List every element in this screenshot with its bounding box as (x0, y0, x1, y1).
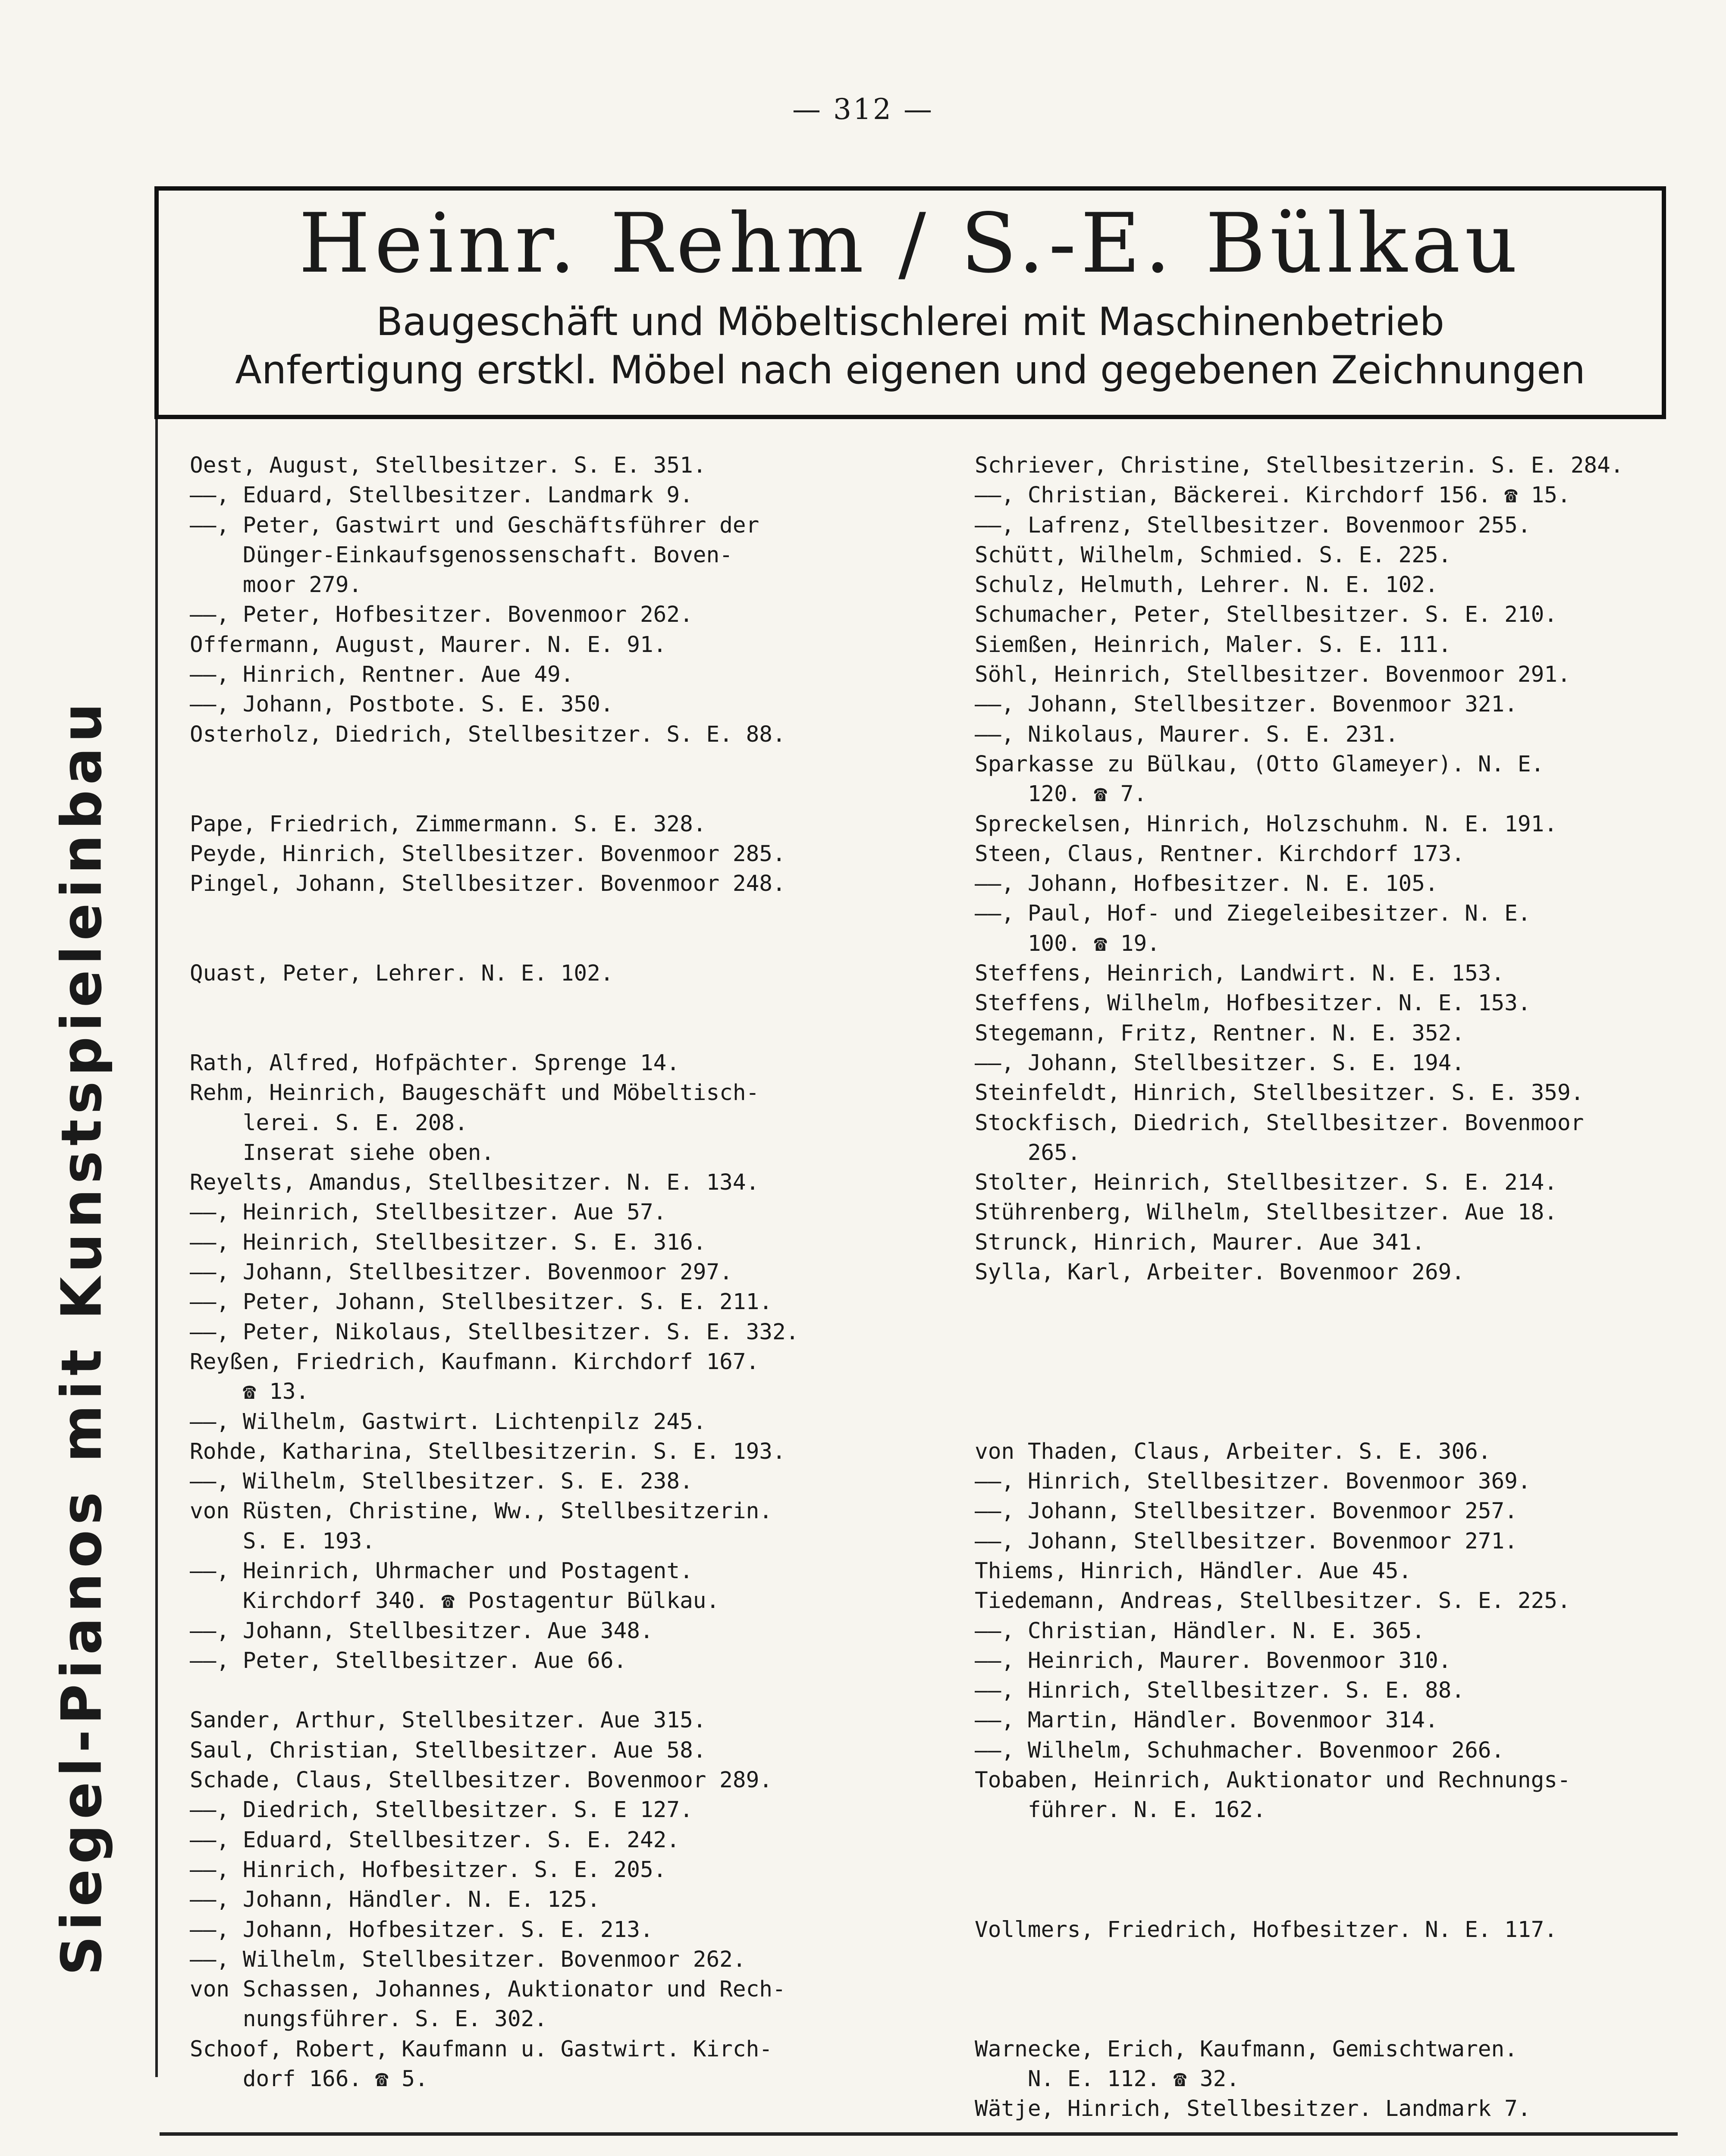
directory-entry-line: Rath, Alfred, Hofpächter. Sprenge 14. (190, 1050, 680, 1076)
spacer (975, 1825, 1656, 1855)
directory-entry-line: Osterholz, Diedrich, Stellbesitzer. S. E. 88. (190, 721, 786, 747)
directory-entry-line: Thiems, Hinrich, Händler. Aue 45. (975, 1558, 1412, 1584)
directory-entry-line: Sylla, Karl, Arbeiter. Bovenmoor 269. (975, 1260, 1465, 1285)
directory-entry-line: Pape, Friedrich, Zimmermann. S. E. 328. (190, 811, 706, 837)
directory-entry-line: Schriever, Christine, Stellbesitzerin. S. E. 284. (975, 453, 1624, 478)
directory-entry-line: S. E. 193. (190, 1528, 375, 1554)
directory-left-column (190, 451, 871, 2094)
spacer (975, 1885, 1656, 1915)
directory-entry-line: Vollmers, Friedrich, Hofbesitzer. N. E. 117. (975, 1917, 1558, 1943)
directory-entry-line: ——, Peter, Gastwirt und Geschäftsführer der (190, 512, 759, 538)
directory-entry-line: Stegemann, Fritz, Rentner. N. E. 352. (975, 1020, 1465, 1046)
directory-entry-line: 120. ☎ 7. (975, 781, 1147, 807)
directory-entry-line: Siemßen, Heinrich, Maler. S. E. 111. (975, 632, 1452, 658)
directory-entry-line: ——, Johann, Stellbesitzer. Bovenmoor 271. (975, 1528, 1518, 1554)
spacer (975, 1347, 1656, 1377)
directory-entry-line: Reyelts, Amandus, Stellbesitzer. N. E. 134. (190, 1170, 759, 1196)
vertical-rule (155, 419, 158, 2077)
directory-entry-line: ——, Johann, Stellbesitzer. Aue 348. (190, 1618, 653, 1644)
spacer (190, 899, 871, 928)
spacer (975, 1287, 1656, 1317)
directory-entry-line: ——, Johann, Stellbesitzer. Bovenmoor 257. (975, 1498, 1518, 1524)
directory-entry-line: Steffens, Wilhelm, Hofbesitzer. N. E. 153. (975, 990, 1531, 1016)
directory-entry-line: Pingel, Johann, Stellbesitzer. Bovenmoor 248. (190, 871, 786, 897)
directory-entry-line: Sparkasse zu Bülkau, (Otto Glameyer). N. E. (975, 751, 1544, 777)
directory-entry-line: Offermann, August, Maurer. N. E. 91. (190, 632, 667, 658)
directory-entry-line: Rohde, Katharina, Stellbesitzerin. S. E. 193. (190, 1438, 786, 1464)
directory-entry-line: ——, Lafrenz, Stellbesitzer. Bovenmoor 255. (975, 512, 1531, 538)
directory-entry-line: Stolter, Heinrich, Stellbesitzer. S. E. 214. (975, 1170, 1558, 1196)
directory-entry-line: von Thaden, Claus, Arbeiter. S. E. 306. (975, 1438, 1491, 1464)
directory-entry-line: ——, Nikolaus, Maurer. S. E. 231. (975, 721, 1399, 747)
directory-entry-line: ——, Johann, Stellbesitzer. Bovenmoor 297. (190, 1260, 733, 1285)
spacer (975, 1945, 1656, 1974)
directory-entry-line: Warnecke, Erich, Kaufmann, Gemischtwaren. (975, 2036, 1518, 2062)
directory-entry-line: ——, Martin, Händler. Bovenmoor 314. (975, 1708, 1438, 1733)
spacer (190, 929, 871, 959)
directory-entry-line: ——, Eduard, Stellbesitzer. Landmark 9. (190, 483, 693, 508)
directory-entry-line: ——, Heinrich, Uhrmacher und Postagent. (190, 1558, 693, 1584)
directory-entry-line: ——, Johann, Hofbesitzer. N. E. 105. (975, 871, 1438, 897)
spacer (975, 1377, 1656, 1407)
directory-entry-line: ——, Johann, Stellbesitzer. Bovenmoor 321. (975, 692, 1518, 718)
directory-entry-line: Stührenberg, Wilhelm, Stellbesitzer. Aue 18. (975, 1200, 1558, 1225)
spacer (190, 749, 871, 779)
ad-subtitle-1: Baugeschäft und Möbeltischlerei mit Maschinenbetrieb (376, 299, 1444, 345)
directory-entry-line: ——, Hinrich, Rentner. Aue 49. (190, 662, 574, 688)
directory-entry-line: ——, Paul, Hof- und Ziegeleibesitzer. N. E. (975, 901, 1531, 927)
directory-entry-line: Peyde, Hinrich, Stellbesitzer. Bovenmoor 285. (190, 841, 786, 867)
directory-entry-line: ——, Christian, Händler. N. E. 365. (975, 1618, 1425, 1644)
directory-entry-line: Schade, Claus, Stellbesitzer. Bovenmoor 289. (190, 1767, 773, 1793)
top-advertisement (154, 186, 1666, 419)
directory-entry-line: ——, Johann, Hofbesitzer. S. E. 213. (190, 1917, 653, 1943)
directory-entry-line: ——, Heinrich, Stellbesitzer. Aue 57. (190, 1200, 667, 1225)
directory-entry-line: Wätje, Hinrich, Stellbesitzer. Landmark 7. (975, 2096, 1531, 2122)
spacer (975, 1407, 1656, 1437)
directory-entry-line: Strunck, Hinrich, Maurer. Aue 341. (975, 1229, 1425, 1255)
directory-entry-line: ——, Peter, Hofbesitzer. Bovenmoor 262. (190, 602, 693, 628)
spacer (190, 779, 871, 809)
spacer (975, 1317, 1656, 1347)
directory-entry-line: ——, Peter, Nikolaus, Stellbesitzer. S. E. 332. (190, 1319, 799, 1345)
directory-entry-line: ——, Heinrich, Stellbesitzer. S. E. 316. (190, 1229, 706, 1255)
directory-entry-line: ——, Eduard, Stellbesitzer. S. E. 242. (190, 1827, 680, 1853)
directory-entry-line: ——, Wilhelm, Gastwirt. Lichtenpilz 245. (190, 1409, 706, 1435)
directory-entry-line: Schumacher, Peter, Stellbesitzer. S. E. 210. (975, 602, 1558, 628)
directory-entry-line: ——, Peter, Johann, Stellbesitzer. S. E. 211. (190, 1289, 773, 1315)
directory-entry-line: ——, Johann, Stellbesitzer. S. E. 194. (975, 1050, 1465, 1076)
directory-entry-line: N. E. 112. ☎ 32. (975, 2066, 1240, 2092)
directory-entry-line: ——, Peter, Stellbesitzer. Aue 66. (190, 1648, 627, 1673)
directory-entry-line: moor 279. (190, 572, 362, 598)
directory-entry-line: Reyßen, Friedrich, Kaufmann. Kirchdorf 167. (190, 1349, 759, 1375)
side-ad-text: Siegel-Pianos mit Kunstspieleinbau (50, 698, 114, 1976)
directory-entry-line: führer. N. E. 162. (975, 1797, 1266, 1823)
directory-entry-line: ——, Johann, Postbote. S. E. 350. (190, 692, 614, 718)
directory-entry-line: von Schassen, Johannes, Auktionator und Rech- (190, 1977, 786, 2002)
directory-entry-line: ——, Christian, Bäckerei. Kirchdorf 156. ☎ 15. (975, 483, 1571, 508)
directory-entry-line: von Rüsten, Christine, Ww., Stellbesitzerin. (190, 1498, 773, 1524)
spacer (190, 988, 871, 1018)
spacer (975, 2004, 1656, 2034)
spacer (975, 1855, 1656, 1885)
directory-entry-line: Steinfeldt, Hinrich, Stellbesitzer. S. E. 359. (975, 1080, 1584, 1106)
page-number: — 312 — (792, 93, 934, 126)
directory-entry-line: lerei. S. E. 208. (190, 1110, 468, 1136)
ad-subtitle-2: Anfertigung erstkl. Möbel nach eigenen und gegebenen Zeichnungen (235, 348, 1585, 393)
directory-entry-line: ——, Johann, Händler. N. E. 125. (190, 1887, 600, 1913)
ad-title: Heinr. Rehm / S.-E. Bülkau (298, 196, 1522, 291)
directory-entry-line: ☎ 13. (190, 1379, 309, 1405)
directory-entry-line: Schütt, Wilhelm, Schmied. S. E. 225. (975, 542, 1452, 568)
directory-entry-line: 265. (975, 1140, 1081, 1166)
directory-entry-line: ——, Heinrich, Maurer. Bovenmoor 310. (975, 1648, 1452, 1673)
spacer (190, 1676, 871, 1705)
directory-entry-line: dorf 166. ☎ 5. (190, 2066, 428, 2092)
directory-entry-line: Saul, Christian, Stellbesitzer. Aue 58. (190, 1737, 706, 1763)
directory-entry-line: ——, Wilhelm, Stellbesitzer. S. E. 238. (190, 1469, 693, 1495)
directory-entry-line: nungsführer. S. E. 302. (190, 2006, 548, 2032)
spacer (975, 1974, 1656, 2004)
directory-entry-line: Kirchdorf 340. ☎ Postagentur Bülkau. (190, 1588, 720, 1614)
directory-entry-line: Söhl, Heinrich, Stellbesitzer. Bovenmoor 291. (975, 662, 1571, 688)
directory-entry-line: Dünger-Einkaufsgenossenschaft. Boven- (190, 542, 733, 568)
directory-entry-line: Steffens, Heinrich, Landwirt. N. E. 153. (975, 961, 1505, 987)
directory-entry-line: Stockfisch, Diedrich, Stellbesitzer. Bovenmoor (975, 1110, 1584, 1136)
directory-entry-line: Quast, Peter, Lehrer. N. E. 102. (190, 961, 614, 987)
directory-entry-line: Schoof, Robert, Kaufmann u. Gastwirt. Kirch- (190, 2036, 773, 2062)
directory-entry-line: ——, Hinrich, Hofbesitzer. S. E. 205. (190, 1857, 667, 1883)
directory-right-column (975, 451, 1656, 2124)
spacer (190, 1018, 871, 1048)
directory-entry-line: Rehm, Heinrich, Baugeschäft und Möbeltisch- (190, 1080, 759, 1106)
directory-entry-line: ——, Wilhelm, Stellbesitzer. Bovenmoor 262. (190, 1946, 746, 1972)
directory-entry-line: ——, Wilhelm, Schuhmacher. Bovenmoor 266. (975, 1737, 1505, 1763)
directory-entry-line: ——, Hinrich, Stellbesitzer. Bovenmoor 369. (975, 1469, 1531, 1495)
directory-entry-line: Sander, Arthur, Stellbesitzer. Aue 315. (190, 1708, 706, 1733)
directory-entry-line: Steen, Claus, Rentner. Kirchdorf 173. (975, 841, 1465, 867)
directory-entry-line: ——, Diedrich, Stellbesitzer. S. E 127. (190, 1797, 693, 1823)
directory-entry-line: Oest, August, Stellbesitzer. S. E. 351. (190, 453, 706, 478)
directory-entry-line: Spreckelsen, Hinrich, Holzschuhm. N. E. 191. (975, 811, 1558, 837)
directory-entry-line: Tiedemann, Andreas, Stellbesitzer. S. E. 225. (975, 1588, 1571, 1614)
bottom-rule (160, 2132, 1678, 2136)
directory-entry-line: Tobaben, Heinrich, Auktionator und Rechnungs- (975, 1767, 1571, 1793)
directory-entry-line: 100. ☎ 19. (975, 931, 1160, 956)
directory-entry-line: Inserat siehe oben. (190, 1140, 495, 1166)
directory-entry-line: ——, Hinrich, Stellbesitzer. S. E. 88. (975, 1678, 1465, 1704)
directory-entry-line: Schulz, Helmuth, Lehrer. N. E. 102. (975, 572, 1438, 598)
